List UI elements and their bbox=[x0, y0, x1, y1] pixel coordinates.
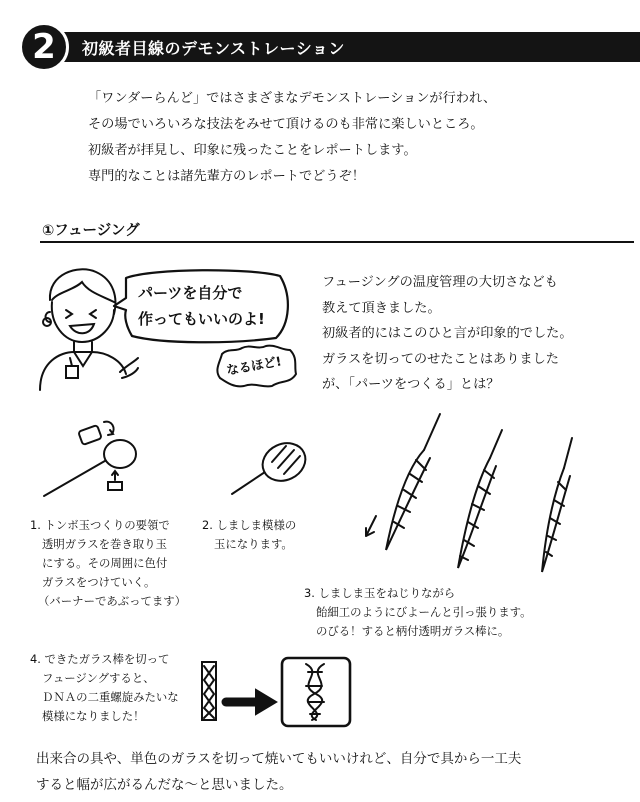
step1-text bbox=[30, 516, 186, 611]
intro-line: 「ワンダーらんど」ではさまざまなデモンストレーションが行われ、 bbox=[88, 91, 497, 106]
speech-line: 作ってもいいのよ! bbox=[138, 310, 265, 328]
closing-paragraph bbox=[36, 746, 521, 798]
section-divider bbox=[40, 241, 634, 243]
page-title: 初級者目線のデモンストレーション bbox=[82, 39, 345, 58]
step3-text bbox=[304, 584, 532, 641]
step1-illustration bbox=[38, 418, 168, 508]
description-line: が、「パーツをつくる」とは？ bbox=[322, 377, 500, 392]
step1-line: にする。その周囲に色付 bbox=[42, 556, 168, 570]
speech-bubble-text bbox=[138, 280, 265, 332]
step1-line: 透明ガラスを巻き取り玉 bbox=[42, 537, 167, 551]
step3-line: 飴細工のようにびよーんと引っ張ります。 bbox=[316, 605, 532, 619]
intro-line: 初級者が拝見し、印象に残ったことをレポートします。 bbox=[88, 143, 417, 158]
intro-line: その場でいろいろな技法をみせて頂けるのも非常に楽しいところ。 bbox=[88, 117, 484, 132]
step3-illustration bbox=[354, 410, 604, 580]
step4-line: ＤＮＡの二重螺旋みたいな bbox=[42, 690, 179, 704]
step4-illustration bbox=[196, 654, 356, 730]
section-title: ①フュージング bbox=[42, 223, 140, 239]
description-line: 初級者的にはこのひと言が印象的でした。 bbox=[322, 326, 573, 341]
reaction-text: なるほど! bbox=[225, 353, 283, 378]
step1-line: 1. トンボ玉つくりの要領で bbox=[30, 518, 170, 532]
step2-line: 玉になります。 bbox=[214, 537, 293, 551]
description-line: ガラスを切ってのせたことはありました bbox=[322, 351, 559, 367]
step2-illustration bbox=[226, 432, 326, 502]
description-line: 教えて頂きました。 bbox=[322, 300, 441, 316]
closing-line: 出来合の具や、単色のガラスを切って焼いてもいいけれど、自分で具から一工夫 bbox=[36, 751, 522, 767]
intro-line: 専門的なことは諸先輩方のレポートでどうぞ！ bbox=[88, 169, 365, 184]
closing-line: すると幅が広がるんだな〜と思いました。 bbox=[36, 777, 293, 793]
step4-line: 模様になりました！ bbox=[42, 709, 145, 723]
step3-line: 3. しましま玉をねじりながら bbox=[304, 586, 456, 600]
step1-line: （バーナーであぶってます） bbox=[38, 594, 187, 608]
description-line: フュージングの温度管理の大切さなども bbox=[322, 275, 558, 290]
intro-paragraph bbox=[88, 86, 496, 190]
section-number-badge: 2 bbox=[19, 22, 69, 72]
step4-line: 4. できたガラス棒を切って bbox=[30, 652, 170, 666]
step3-line: のびる！すると柄付透明ガラス棒に。 bbox=[316, 624, 510, 638]
step4-line: フュージングすると、 bbox=[42, 671, 155, 685]
step2-line: 2. しましま模様の bbox=[202, 518, 297, 532]
step4-text bbox=[30, 650, 179, 726]
step1-line: ガラスをつけていく。 bbox=[42, 575, 156, 589]
step2-text bbox=[202, 516, 296, 554]
speech-line: パーツを自分で bbox=[138, 284, 243, 302]
description-paragraph bbox=[322, 270, 573, 398]
